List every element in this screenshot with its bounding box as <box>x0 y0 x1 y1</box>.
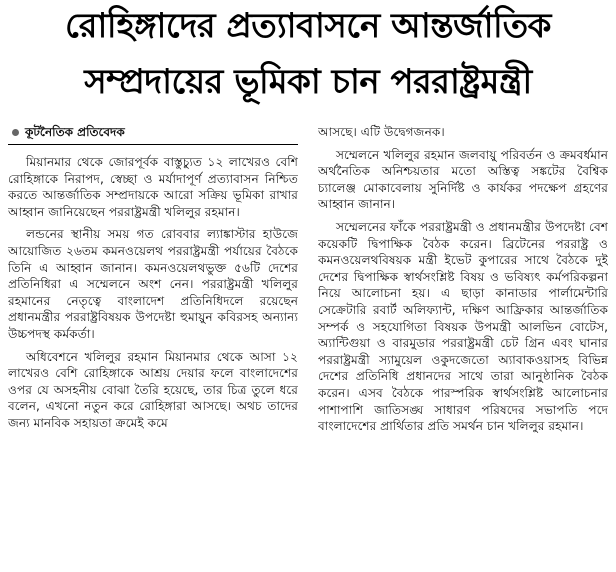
paragraph: সম্মেলনের ফাঁকে পররাষ্ট্রমন্ত্রী ও প্রধানমন্ত্রীর উপদেষ্টা বেশ কয়েকটি দ্বিপাক্ষিক বৈঠক করেন। ব্রিটেনের পররাষ্ট্র ও কমনওয়েলথবিষয়ক মন্ত্রী ইভেট কুপারের সাথে বৈঠকে দুই দেশের দ্বিপাক্ষিক স্বার্থসংশ্লিষ্ট বিষয় ও ভবিষ্যৎ কর্মপরিকল্পনা নিয়ে আলোচনা হয়। এ ছাড়া কানাডার পার্লামেন্টারি সেক্রেটারি রবার্ট অলিফ্যান্ট, দক্ষিণ আফ্রিকার আন্তর্জাতিক সম্পর্ক ও সহযোগিতা বিষয়ক উপমন্ত্রী আলভিন বোটেস, অ্যান্টিগুয়া ও বারমুডার পররাষ্ট্রমন্ত্রী চেট গ্রিন এবং ঘানার পররাষ্ট্রমন্ত্রী স্যামুয়েল ওকুদজেতো অ্যাবাকওয়াসহ বিভিন্ন দেশের প্রতিনিধি প্রধানদের সাথে তারা আনুষ্ঠানিক বৈঠক করেন। এসব বৈঠকে পারস্পরিক স্বার্থসংশ্লিষ্ট আলোচনার পাশাপাশি জাতিসঙ্ঘ সাধারণ পরিষদের সভাপতি পদে বাংলাদেশের প্রার্থিতার প্রতি সমর্থন চান খলিলুর রহমান। <box>318 219 608 434</box>
left-column-body <box>8 154 298 438</box>
paragraph: অধিবেশনে খলিলুর রহমান মিয়ানমার থেকে আসা ১২ লাখেরও বেশি রোহিঙ্গাকে আশ্রয় দেয়ার ফলে বাংলাদেশের ওপর যে অসহনীয় বোঝা তৈরি হয়েছে, তার চিত্র তুলে ধরে বলেন, এখনো নতুন করে রোহিঙ্গারা আসছে। অথচ তাদের জন্য মানবিক সহায়তা ক্রমেই কমে <box>8 349 298 430</box>
byline <box>8 124 298 141</box>
paragraph: মিয়ানমার থেকে জোরপূর্বক বাস্তুচ্যুত ১২ লাখেরও বেশি রোহিঙ্গাকে নিরাপদ, স্বেচ্ছা ও মর্যাদাপূর্ণ প্রত্যাবাসন নিশ্চিত করতে আন্তর্জাতিক সম্প্রদায়কে আরো সক্রিয় ভূমিকা রাখার আহ্বান জানিয়েছেন পররাষ্ট্রমন্ত্রী খলিলুর রহমান। <box>8 155 298 219</box>
article-column-left <box>8 124 298 568</box>
byline-divider <box>8 144 298 145</box>
headline-line-1: রোহিঙ্গাদের প্রত্যাবাসনে আন্তর্জাতিক <box>65 6 551 46</box>
paragraph: আসছে। এটি উদ্বেগজনক। <box>318 125 445 139</box>
headline-line-2: সম্প্রদায়ের ভূমিকা চান পররাষ্ট্রমন্ত্রী <box>84 62 532 102</box>
bullet-icon <box>12 129 19 136</box>
article-column-right <box>318 124 608 568</box>
paragraph: লন্ডনের স্থানীয় সময় গত রোববার ল্যাঙ্কাস্টার হাউজে আয়োজিত ২৬তম কমনওয়েলথ পররাষ্ট্রমন্ত্রী পর্যায়ের বৈঠকে তিনি এ আহ্বান জানান। কমনওয়েলথভুক্ত ৫৬টি দেশের প্রতিনিধিরা এ সম্মেলনে অংশ নেন। পররাষ্ট্রমন্ত্রী খলিলুর রহমানের নেতৃত্বে বাংলাদেশ প্রতিনিধিদলে রয়েছেন প্রধানমন্ত্রীর পররাষ্ট্রবিষয়ক উপদেষ্টা হুমায়ুন কবিরসহ অন্যান্য উচ্চপদস্থ কর্মকর্তা। <box>8 227 298 341</box>
byline-text: কূটনৈতিক প্রতিবেদক <box>25 125 125 139</box>
paragraph: সম্মেলনে খলিলুর রহমান জলবায়ু পরিবর্তন ও ক্রমবর্ধমান অর্থনৈতিক অনিশ্চয়তার মতো অস্তিত্ব সঙ্কটের বৈশ্বিক চ্যালেঞ্জ মোকাবেলায় সুনির্দিষ্ট ও কার্যকর পদক্ষেপ গ্রহণের আহ্বান জানান। <box>318 147 608 212</box>
